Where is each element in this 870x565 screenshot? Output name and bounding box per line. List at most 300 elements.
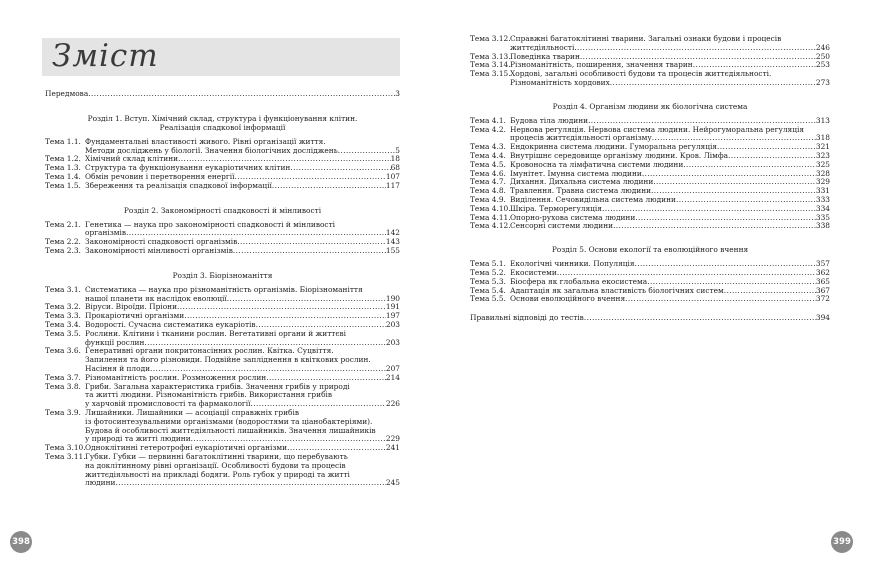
dot-leader [272, 182, 386, 191]
topic-title-line: Структура та функціонування еукаріотичних клітин [85, 164, 291, 173]
toc-entry[interactable] [470, 260, 830, 269]
page-ref: 18 [390, 155, 400, 164]
topic-title-line: Виділення. Сечовидільна система людини [510, 195, 676, 204]
page-ref: 229 [385, 435, 400, 444]
topic-number: Тема 1.2. [45, 154, 81, 164]
topic-number: Тема 4.7. [470, 177, 506, 187]
topic-title-last-line [510, 222, 830, 231]
topic-title-line: функції рослин [85, 338, 145, 347]
topic-title-line: Внутрішнє середовище організму людини. Кров. Лімфа [510, 151, 729, 160]
topic-number: Тема 2.2. [45, 237, 81, 247]
toc-entry[interactable] [45, 247, 400, 256]
topic-title-line: Генеративні органи покритонасінних рослин. Квітка. Суцвіття. [85, 346, 334, 356]
section-heading-line: Розділ 5. Основи екології та еволюційного вчення [551, 245, 749, 255]
topic-title [85, 164, 400, 173]
topic-title [85, 138, 400, 156]
topic-title [470, 314, 830, 323]
topic-title-last-line [470, 314, 830, 323]
topic-title-line: Правильні відповіді до тестів [470, 314, 584, 323]
topic-number: Тема 4.2. [470, 124, 506, 134]
dot-leader [235, 173, 386, 182]
topic-number: Тема 3.10. [45, 443, 86, 453]
topic-number: Тема 5.1. [470, 259, 506, 269]
topic-title-line: Будова й особливості життєдіяльності лишайників. Значення лишайників [85, 425, 376, 435]
toc-entry[interactable] [470, 214, 830, 223]
dot-leader [178, 155, 391, 164]
toc-entry[interactable] [45, 138, 400, 156]
topic-number: Тема 3.7. [45, 372, 81, 382]
topic-title [510, 143, 830, 152]
dot-leader [635, 214, 816, 223]
topic-title-line: Насіння й плоди [85, 364, 151, 373]
toc-entry[interactable] [470, 287, 830, 296]
topic-title-last-line [510, 178, 830, 187]
page-number-right: 399 [831, 531, 853, 553]
topic-title-line: Шкіра. Терморегуляція [510, 204, 602, 213]
topic-number: Тема 4.12. [470, 221, 511, 231]
topic-title-line: Водорості. Сучасна систематика еукаріотів [85, 320, 256, 329]
toc-entry[interactable] [45, 221, 400, 239]
toc-entry[interactable] [470, 170, 830, 179]
topic-title-line: людини [85, 479, 116, 488]
topic-title-line: життєдіяльності на прикладі бодяги. Роль губок у природі та житті [85, 469, 350, 479]
dot-leader [227, 295, 386, 304]
dot-leader [652, 134, 816, 143]
page-ref: 214 [385, 373, 400, 382]
topic-title [85, 409, 400, 444]
topic-title-line: у харчовій промисловості та фармакології [85, 400, 251, 409]
topic-title [510, 196, 830, 205]
topic-number: Тема 3.2. [45, 302, 81, 312]
page-ref: 226 [385, 400, 400, 409]
topic-title-last-line [510, 79, 830, 88]
page-ref: 365 [815, 277, 830, 286]
topic-title-line: Будова тіла людини [510, 116, 589, 125]
dot-leader [191, 435, 386, 444]
topic-title-last-line [85, 229, 400, 238]
topic-title-last-line [510, 187, 830, 196]
topic-title-last-line [85, 247, 400, 256]
toc-entry[interactable] [45, 90, 400, 99]
dot-leader [642, 170, 816, 179]
page-ref: 328 [815, 169, 830, 178]
topic-title-last-line [85, 303, 400, 312]
topic-title-last-line [510, 134, 830, 143]
dot-leader [233, 247, 386, 256]
topic-number: Тема 4.8. [470, 186, 506, 196]
toc-entry[interactable] [470, 196, 830, 205]
toc-entry[interactable] [470, 205, 830, 214]
topic-title-line: нашої планети як наслідок еволюції [85, 294, 227, 303]
topic-title-last-line [510, 152, 830, 161]
dot-leader [584, 314, 816, 323]
topic-title-line: Екосистеми [510, 268, 557, 277]
page-ref: 329 [815, 178, 830, 187]
section-heading [45, 206, 400, 215]
topic-title [510, 35, 830, 53]
dot-leader [580, 53, 816, 62]
topic-title-last-line [45, 90, 400, 99]
topic-title [510, 187, 830, 196]
page-ref: 207 [385, 364, 400, 373]
dot-leader [184, 312, 386, 321]
section-heading-line: Розділ 4. Організм людини як біологічна система [552, 101, 748, 111]
dot-leader [651, 187, 816, 196]
dot-leader [717, 143, 816, 152]
page-ref: 313 [815, 116, 830, 125]
page-ref: 318 [815, 134, 830, 143]
dot-leader [177, 303, 386, 312]
topic-title [510, 126, 830, 144]
topic-title-last-line [85, 147, 400, 156]
topic-title-line: Збереження та реалізація спадкової інформації [85, 181, 272, 190]
toc-entry[interactable] [45, 164, 400, 173]
topic-title-line: організмів [85, 229, 127, 238]
topic-number: Тема 4.5. [470, 159, 506, 169]
page-ref: 250 [815, 52, 830, 61]
page-ref: 362 [815, 268, 830, 277]
topic-title-line: Адаптація як загальна властивість біологічних систем [510, 286, 724, 295]
toc-entry[interactable] [45, 182, 400, 191]
topic-title [510, 161, 830, 170]
section-heading [470, 102, 830, 111]
topic-title-line: Віруси. Віроїди. Пріони [85, 303, 177, 312]
topic-title-line: Кровоносна та лімфатична системи людини [510, 160, 684, 169]
topic-title-last-line [510, 214, 830, 223]
toc-entry[interactable] [45, 238, 400, 247]
page-ref: 3 [395, 90, 400, 98]
topic-title [510, 222, 830, 231]
topic-title-line: Опорно-рухова система людини [510, 213, 636, 222]
topic-title-last-line [510, 53, 830, 62]
page-ref: 203 [385, 338, 400, 347]
section-heading-line: Розділ 1. Вступ. Хімічний склад, структура і функціонування клітин. [87, 113, 358, 123]
page-ref: 142 [385, 229, 400, 238]
topic-title-line: Передмова [45, 90, 89, 98]
topic-title-line: на доклітинному рівні організації. Особливості будови та процесів [85, 460, 346, 470]
topic-title [85, 173, 400, 182]
topic-title-line: Нервова регуляція. Нервова система людини. Нейрогуморальна регуляція [510, 124, 804, 134]
toc-entry[interactable] [470, 187, 830, 196]
topic-number: Тема 1.3. [45, 163, 81, 173]
topic-title-line: Екологічні чинники. Популяція [510, 260, 635, 269]
topic-number: Тема 1.4. [45, 171, 81, 181]
topic-title-last-line [85, 173, 400, 182]
dot-leader [625, 295, 816, 304]
toc-title: Зміст [52, 38, 159, 74]
topic-title [85, 221, 400, 239]
toc-entry[interactable] [45, 330, 400, 348]
page-ref: 253 [815, 61, 830, 70]
toc-entry[interactable] [470, 314, 830, 323]
dot-leader [635, 260, 816, 269]
topic-title-line: Фундаментальні властивості живого. Рівні організації життя. [85, 136, 326, 146]
page-ref: 372 [815, 295, 830, 304]
toc-entry[interactable] [470, 278, 830, 287]
title-band [42, 38, 400, 76]
topic-title-line: Губки. Губки — первинні багатоклітинні тварини, що перебувають [85, 451, 348, 461]
dot-leader [574, 44, 816, 53]
topic-title-line: Сенсорні системи людини [510, 222, 614, 231]
dot-leader [602, 205, 816, 214]
page-ref: 68 [390, 164, 400, 173]
page-ref: 321 [815, 143, 830, 152]
topic-title-last-line [85, 312, 400, 321]
topic-number: Тема 3.9. [45, 407, 81, 417]
topic-number: Тема 3.4. [45, 319, 81, 329]
page-ref: 333 [815, 195, 830, 204]
topic-title-line: Дихання. Дихальна система людини [510, 178, 654, 187]
page-ref: 246 [815, 43, 830, 52]
topic-number: Тема 3.14. [470, 60, 511, 70]
topic-title [85, 312, 400, 321]
page-ref: 367 [815, 286, 830, 295]
topic-title-line: Біосфера як глобальна екосистема [510, 277, 648, 286]
dot-leader [613, 222, 816, 231]
toc-entry[interactable] [45, 286, 400, 304]
page-ref: 334 [815, 204, 830, 213]
topic-title-line: Генетика — наука про закономірності спадковості й мінливості [85, 219, 336, 229]
topic-title-line: Закономірності спадковості організмів [85, 238, 238, 247]
topic-number: Тема 3.5. [45, 328, 81, 338]
topic-number: Тема 3.11. [45, 451, 86, 461]
toc-column-right [470, 35, 830, 323]
topic-title-line: Методи досліджень у біології. Значення біологічних досліджень [85, 146, 338, 155]
topic-title-last-line [85, 365, 400, 374]
topic-title [85, 247, 400, 256]
topic-title-last-line [510, 196, 830, 205]
toc-entry[interactable] [45, 155, 400, 164]
topic-number: Тема 3.15. [470, 69, 511, 79]
page-ref: 338 [815, 222, 830, 231]
toc-entry[interactable] [45, 312, 400, 321]
topic-number: Тема 3.8. [45, 381, 81, 391]
topic-title-line: Імунітет. Імунна система людини [510, 169, 642, 178]
page-ref: 331 [815, 187, 830, 196]
topic-number: Тема 1.1. [45, 136, 81, 146]
topic-title-last-line [85, 155, 400, 164]
topic-number: Тема 4.1. [470, 115, 506, 125]
toc-entry[interactable] [45, 347, 400, 373]
toc-entry[interactable] [45, 303, 400, 312]
topic-title-last-line [85, 435, 400, 444]
dot-leader [728, 152, 816, 161]
topic-number: Тема 2.1. [45, 219, 81, 229]
topic-title-line: у природі та житті людини [85, 435, 191, 444]
topic-title [85, 383, 400, 409]
topic-title-last-line [510, 278, 830, 287]
section-heading [470, 245, 830, 254]
topic-title-line: Ендокринна система людини. Гуморальна регуляція [510, 143, 717, 152]
toc-entry[interactable] [470, 152, 830, 161]
page-ref: 143 [385, 238, 400, 247]
topic-title [510, 269, 830, 278]
page-ref: 190 [385, 294, 400, 303]
dot-leader [290, 164, 390, 173]
dot-leader [115, 479, 385, 488]
topic-title-line: Прокаріотичні організми [85, 312, 185, 321]
topic-number: Тема 1.5. [45, 180, 81, 190]
topic-title [85, 238, 400, 247]
topic-title-line: Рослини. Клітини і тканини рослин. Вегетативні органи й життєві [85, 328, 347, 338]
toc-entry[interactable] [470, 161, 830, 170]
topic-number: Тема 5.3. [470, 276, 506, 286]
topic-title [85, 155, 400, 164]
page-ref: 117 [385, 181, 400, 190]
topic-number: Тема 3.6. [45, 346, 81, 356]
dot-leader [676, 196, 816, 205]
topic-title [85, 453, 400, 488]
topic-title [85, 303, 400, 312]
topic-title-line: Хімічний склад клітини [85, 155, 179, 164]
topic-title-last-line [85, 479, 400, 488]
toc-entry[interactable] [470, 126, 830, 144]
dot-leader [647, 278, 816, 287]
section-heading [45, 271, 400, 280]
topic-title [510, 260, 830, 269]
page-ref: 203 [385, 320, 400, 329]
topic-title-line: Одноклітинні гетеротрофні еукаріотичні організми [85, 444, 288, 453]
topic-title-line: Різноманітність хордових [510, 78, 610, 87]
topic-title-last-line [510, 260, 830, 269]
topic-number: Тема 4.6. [470, 168, 506, 178]
topic-title-last-line [510, 44, 830, 53]
topic-title-last-line [85, 295, 400, 304]
topic-title [510, 70, 830, 88]
toc-entry[interactable] [470, 53, 830, 62]
page-ref: 245 [385, 479, 400, 488]
topic-title [85, 286, 400, 304]
topic-title-line: Гриби. Загальна характеристика грибів. Значення грибів у природі [85, 381, 350, 391]
topic-title-last-line [510, 170, 830, 179]
page-ref: 107 [385, 172, 400, 181]
topic-title-line: Різноманітність, поширення, значення тварин [510, 61, 693, 70]
topic-number: Тема 3.12. [470, 34, 511, 43]
topic-title-line: Запилення та його різновиди. Подвійне запліднення в квіткових рослин. [85, 355, 371, 365]
topic-title-line: Систематика — наука про різноманітність організмів. Біорізноманіття [85, 284, 363, 294]
page-ref: 394 [815, 314, 830, 323]
topic-number: Тема 4.4. [470, 150, 506, 160]
toc-entry[interactable] [470, 222, 830, 231]
page-ref: 325 [815, 160, 830, 169]
page-ref: 155 [385, 246, 400, 255]
topic-title-line: Справжні багатоклітинні тварини. Загальні ознаки будови і процесів [510, 34, 782, 43]
topic-title [45, 90, 400, 99]
topic-title-last-line [510, 205, 830, 214]
topic-title-line: Лишайники. Лишайники — асоціації справжніх грибів [85, 407, 299, 417]
topic-number: Тема 5.5. [470, 294, 506, 304]
toc-entry[interactable] [470, 295, 830, 304]
topic-title-line: життєдіяльності [510, 43, 575, 52]
dot-leader [338, 147, 396, 156]
topic-title-last-line [85, 238, 400, 247]
topic-title-last-line [510, 161, 830, 170]
topic-title-line: Основи еволюційного вчення [510, 295, 626, 304]
topic-title [510, 53, 830, 62]
topic-number: Тема 4.3. [470, 142, 506, 152]
topic-title-line: Травлення. Травна система людини [510, 187, 652, 196]
topic-title [85, 182, 400, 191]
page-ref: 357 [815, 260, 830, 269]
topic-title [510, 295, 830, 304]
dot-leader [126, 229, 386, 238]
topic-title-line: Різноманітність рослин. Розмноження рослин [85, 373, 267, 382]
topic-title [510, 152, 830, 161]
topic-title [510, 170, 830, 179]
section-heading-line: Розділ 3. Біорізноманіття [172, 270, 273, 280]
topic-number: Тема 2.3. [45, 245, 81, 255]
topic-title [85, 347, 400, 373]
toc-entry[interactable] [45, 409, 400, 444]
page-ref: 191 [385, 303, 400, 312]
toc-entry[interactable] [470, 269, 830, 278]
dot-leader [88, 90, 395, 99]
dot-leader [557, 269, 816, 278]
page-ref: 273 [815, 78, 830, 87]
topic-title [510, 205, 830, 214]
toc-entry[interactable] [470, 178, 830, 187]
toc-entry[interactable] [470, 70, 830, 88]
toc-column-left [45, 90, 400, 488]
right-page [435, 0, 870, 565]
section-heading [45, 114, 400, 132]
topic-title-last-line [510, 287, 830, 296]
dot-leader [683, 161, 816, 170]
toc-entry[interactable] [470, 143, 830, 152]
topic-title-line: процесів життєдіяльності організму [510, 134, 652, 143]
page-ref: 323 [815, 151, 830, 160]
section-heading-line: Реалізація спадкової інформації [159, 122, 286, 132]
toc-entry[interactable] [45, 173, 400, 182]
topic-number: Тема 3.13. [470, 51, 511, 61]
topic-title-line: Хордові, загальні особливості будови та процесів життєдіяльності. [510, 69, 772, 79]
topic-title [510, 278, 830, 287]
page-ref: 197 [385, 312, 400, 321]
topic-number: Тема 5.2. [470, 267, 506, 277]
toc-entry[interactable] [470, 35, 830, 53]
topic-title-last-line [510, 295, 830, 304]
topic-number: Тема 4.10. [470, 203, 511, 213]
dot-leader [653, 178, 816, 187]
toc-entry[interactable] [45, 383, 400, 409]
topic-title [510, 178, 830, 187]
topic-title-last-line [510, 269, 830, 278]
topic-title-last-line [510, 143, 830, 152]
topic-title [85, 330, 400, 348]
page-ref: 335 [815, 213, 830, 222]
dot-leader [237, 238, 386, 247]
topic-title-last-line [85, 182, 400, 191]
topic-number: Тема 3.1. [45, 284, 81, 294]
dot-leader [150, 365, 386, 374]
topic-title-line: Обмін речовин і перетворення енергії [85, 172, 235, 181]
topic-title-line: із фотосинтезувальними організмами (водоростями та ціанобактеріями). [85, 416, 373, 426]
topic-title [510, 214, 830, 223]
topic-number: Тема 5.4. [470, 285, 506, 295]
topic-number: Тема 4.9. [470, 194, 506, 204]
topic-title-line: та житті людини. Різноманітність грибів. Використання грибів [85, 390, 333, 400]
section-heading-line: Розділ 2. Закономірності спадковості й мінливості [123, 205, 322, 215]
page-ref: 5 [395, 146, 400, 155]
page-number-left: 398 [10, 531, 32, 553]
page-ref: 241 [385, 444, 400, 453]
dot-leader [610, 79, 816, 88]
topic-title-line: Закономірності мінливості організмів [85, 246, 233, 255]
topic-title [510, 287, 830, 296]
topic-title-last-line [85, 164, 400, 173]
toc-entry[interactable] [45, 453, 400, 488]
topic-number: Тема 3.3. [45, 311, 81, 321]
